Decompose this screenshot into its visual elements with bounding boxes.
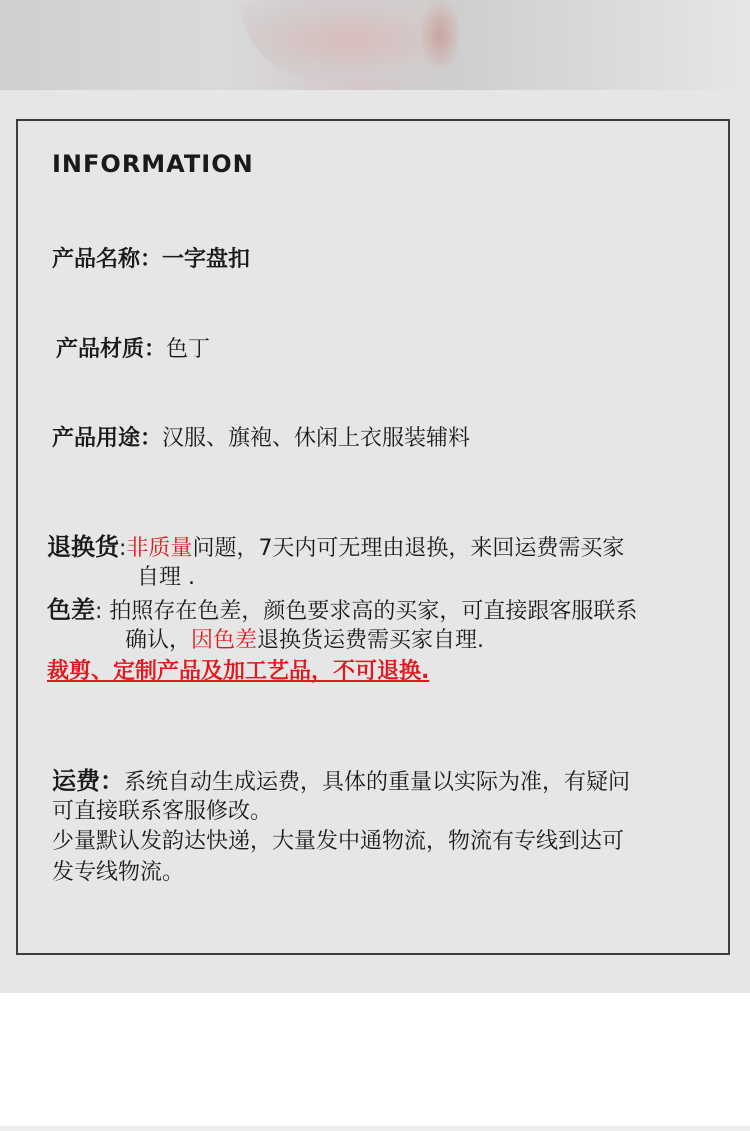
color-diff-line-2 (125, 625, 484, 657)
returns-colon: : (119, 536, 127, 561)
returns-line-1 (47, 531, 624, 565)
product-photo-strip (0, 0, 750, 90)
color-diff-text: : 拍照存在色差，颜色要求高的买家，可直接跟客服联系 (95, 599, 638, 624)
color-diff-red-text: 因色差 (191, 628, 258, 653)
color-diff-line-1 (47, 594, 637, 628)
shipping-line-1 (52, 765, 630, 799)
shipping-text: 系统自动生成运费，具体的重量以实际为准，有疑问 (124, 770, 631, 795)
returns-text: 问题，7天内可无理由退换，来回运费需买家 (192, 536, 625, 561)
shipping-line-3: 少量默认发韵达快递，大量发中通物流，物流有专线到达可 (52, 829, 625, 854)
product-name-value: 一字盘扣 (162, 247, 251, 272)
product-material-value: 色丁 (166, 337, 211, 362)
product-usage-label: 产品用途： (52, 426, 163, 451)
bottom-divider (0, 1126, 750, 1131)
shipping-line-2: 可直接联系客服修改。 (52, 799, 273, 824)
product-material-row (56, 334, 210, 366)
color-diff-confirm: 确认， (125, 628, 192, 653)
no-return-notice: 裁剪、定制产品及加工艺品，不可退换. (47, 659, 430, 684)
shipping-label: 运费： (52, 767, 124, 795)
color-diff-rest: 退换货运费需买家自理. (257, 628, 485, 653)
returns-non-quality: 非质量 (126, 536, 193, 561)
product-name-label: 产品名称： (52, 247, 163, 272)
returns-label: 退换货 (47, 533, 119, 561)
product-material-label: 产品材质： (56, 337, 167, 362)
color-diff-label: 色差 (47, 596, 95, 624)
returns-line-2: 自理 . (137, 565, 195, 590)
shipping-line-4: 发专线物流。 (52, 860, 185, 885)
photo-blur-shape (420, 0, 460, 70)
product-usage-value: 汉服、旗袍、休闲上衣服装辅料 (162, 426, 471, 451)
product-usage-row (52, 423, 470, 455)
product-name-row (52, 244, 250, 276)
information-heading: INFORMATION (52, 150, 254, 178)
